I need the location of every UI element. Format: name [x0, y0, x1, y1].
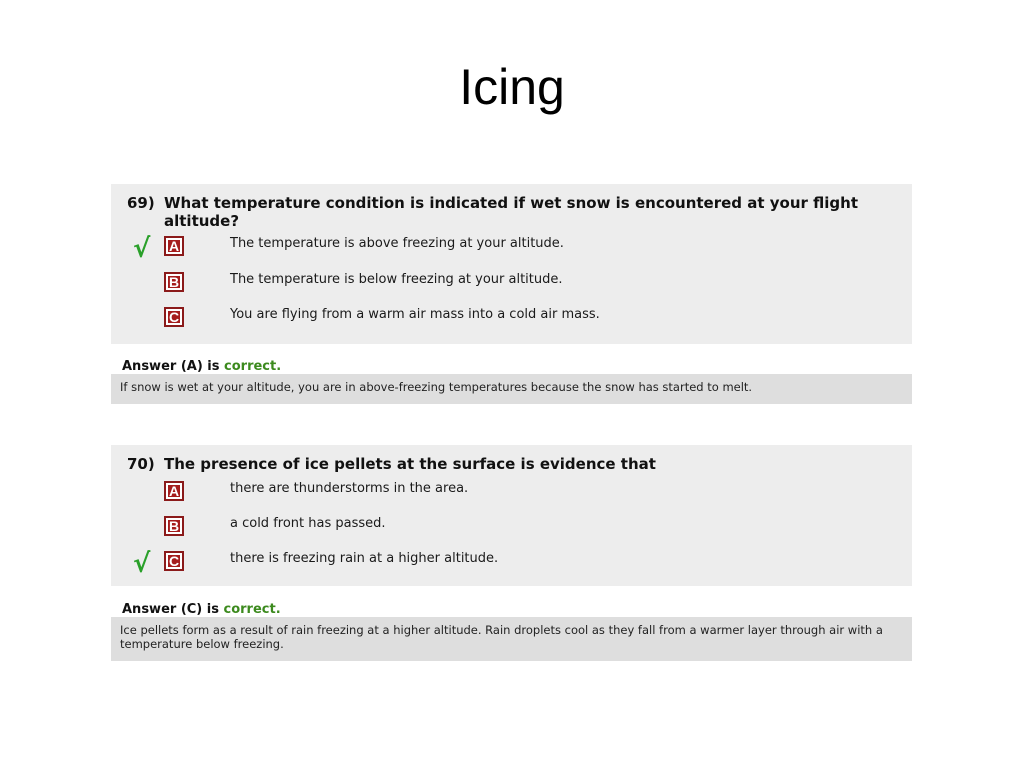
question-number: 70) — [127, 455, 155, 473]
choice-a[interactable] — [111, 481, 912, 507]
choice-text: The temperature is above freezing at your altitude. — [230, 236, 564, 251]
answer-line — [122, 602, 281, 617]
question-text — [127, 194, 887, 230]
question-body: The presence of ice pellets at the surface is evidence that — [164, 455, 656, 473]
choice-c[interactable] — [111, 551, 912, 577]
choice-b[interactable] — [111, 516, 912, 542]
answer-line — [122, 359, 281, 374]
choice-letter-b-icon[interactable]: B — [164, 272, 184, 292]
answer-status: correct. — [224, 359, 282, 374]
choice-c[interactable] — [111, 307, 912, 333]
choice-a[interactable] — [111, 236, 912, 262]
answer-prefix: Answer (C) is — [122, 602, 219, 617]
answer-status: correct. — [223, 602, 281, 617]
choice-letter-c-icon[interactable]: C — [164, 551, 184, 571]
checkmark-icon: √ — [133, 549, 151, 579]
choice-text: there is freezing rain at a higher altitude. — [230, 551, 499, 566]
question-panel — [111, 184, 912, 344]
choice-text: there are thunderstorms in the area. — [230, 481, 469, 496]
checkmark-icon: √ — [133, 234, 151, 264]
choice-text: a cold front has passed. — [230, 516, 386, 531]
answer-explanation: Ice pellets form as a result of rain freezing at a higher altitude. Rain droplets cool as they fall from a warmer layer through air with a temperature below freezing. — [111, 617, 912, 661]
choice-text: The temperature is below freezing at your altitude. — [230, 272, 563, 287]
question-number: 69) — [127, 194, 155, 212]
question-panel — [111, 445, 912, 586]
choice-letter-a-icon[interactable]: A — [164, 236, 184, 256]
answer-explanation: If snow is wet at your altitude, you are in above-freezing temperatures because the snow has started to melt. — [111, 374, 912, 404]
question-text — [127, 455, 887, 473]
choice-letter-b-icon[interactable]: B — [164, 516, 184, 536]
choice-letter-a-icon[interactable]: A — [164, 481, 184, 501]
slide-title: Icing — [459, 59, 565, 115]
question-body: What temperature condition is indicated if wet snow is encountered at your flight altitude? — [164, 194, 858, 230]
answer-prefix: Answer (A) is — [122, 359, 220, 374]
choice-b[interactable] — [111, 272, 912, 298]
choice-text: You are flying from a warm air mass into a cold air mass. — [230, 307, 600, 322]
choice-letter-c-icon[interactable]: C — [164, 307, 184, 327]
